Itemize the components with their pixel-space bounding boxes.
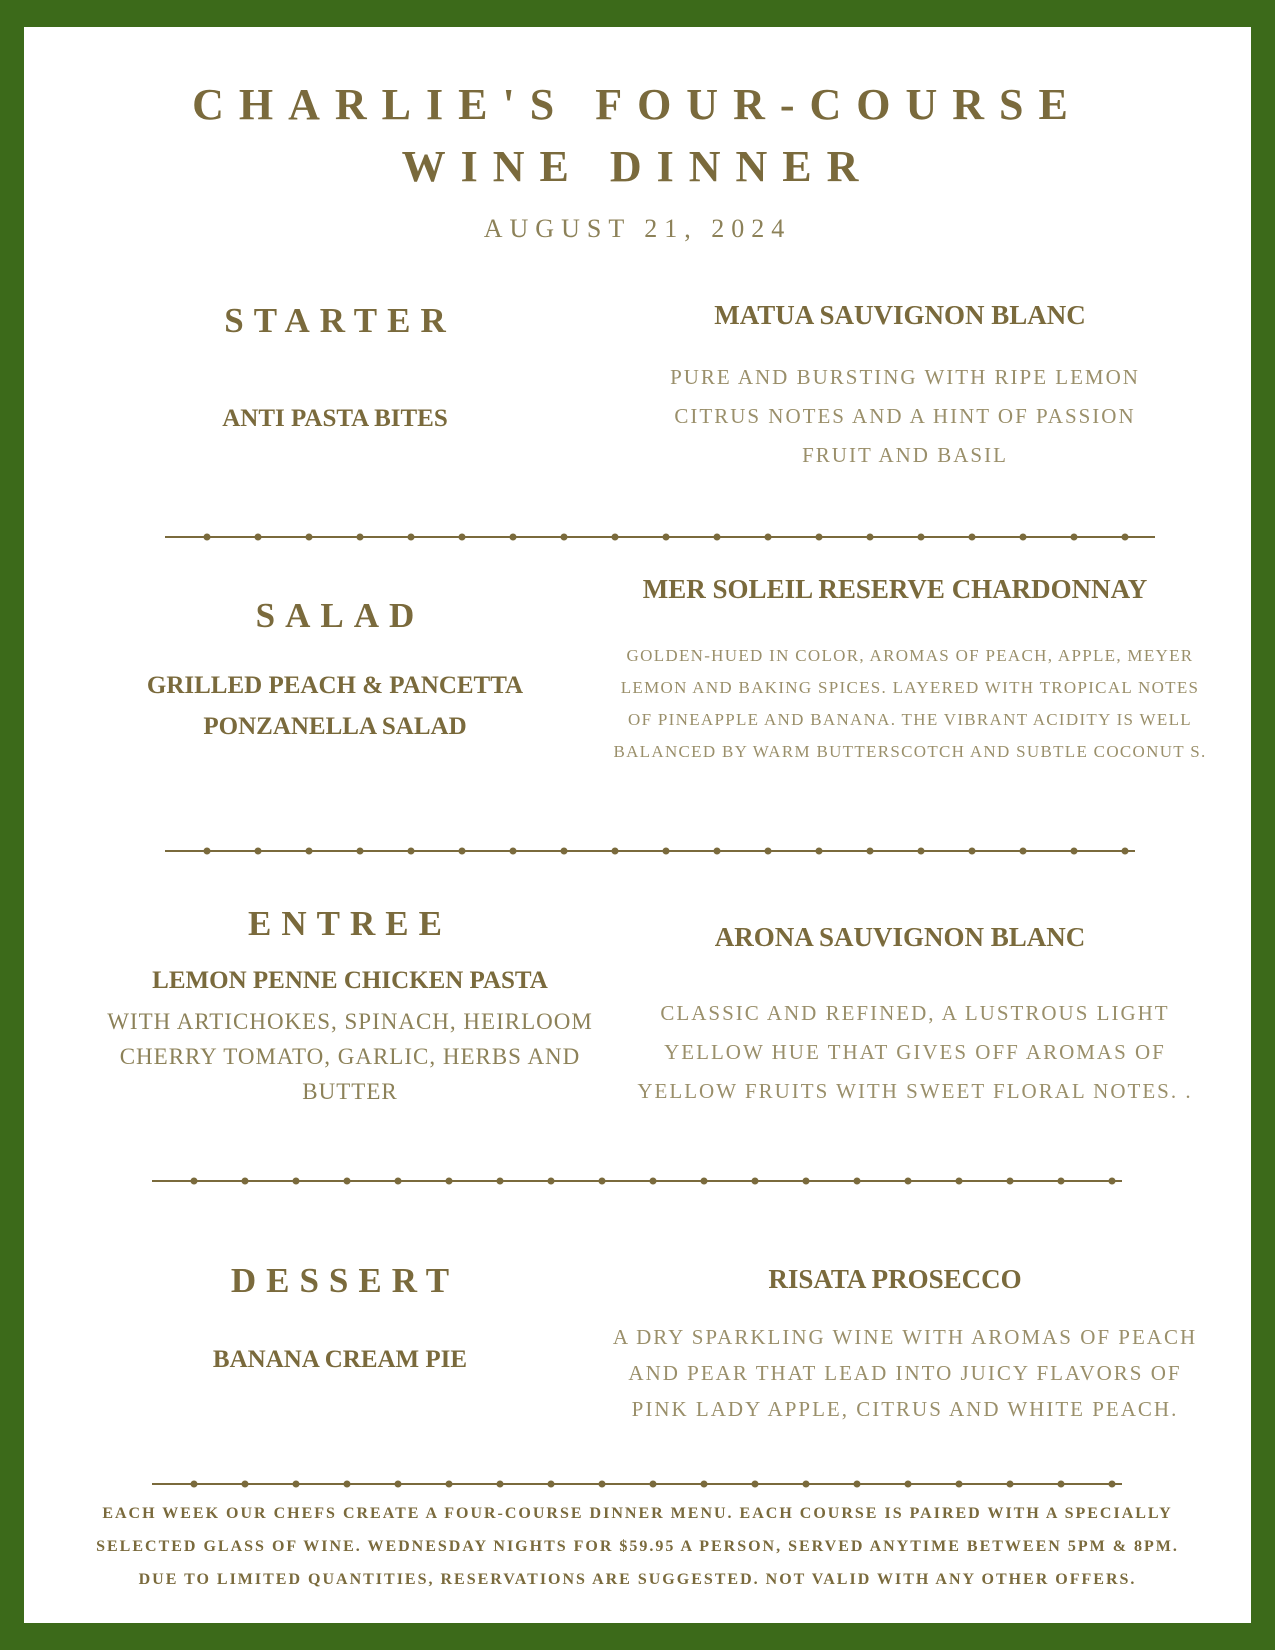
section-divider (152, 1174, 1122, 1188)
wine-dessert: RISATA PROSECCO (768, 1264, 1022, 1294)
event-date: AUGUST 21, 2024 (483, 214, 792, 243)
wine-entree: ARONA SAUVIGNON BLANC (714, 922, 1086, 952)
dish-salad: GRILLED PEACH & PANCETTA PONZANELLA SALAD (146, 672, 524, 740)
wine-salad: MER SOLEIL RESERVE CHARDONNAY (642, 574, 1148, 604)
footer-note: EACH WEEK OUR CHEFS CREATE A FOUR-COURSE DINNER MENU. EACH COURSE IS PAIRED WITH A SPECIALLY SELECTED GLASS OF WINE. WEDNESDAY NIGHTS FOR $59.95 A PERSON, SERVED ANYTIME BETWEEN 5PM & 8PM. DUE TO LIMITED QUANTITIES, RESERVATIONS ARE SUGGESTED. NOT VALID WITH ANY OTHER OFFERS. (96, 1505, 1179, 1588)
course-heading-salad: SALAD (255, 596, 425, 635)
course-heading-dessert: DESSERT (230, 1261, 460, 1300)
course-heading-entree: ENTREE (248, 904, 452, 943)
wine-desc-entree: CLASSIC AND REFINED, A LUSTROUS LIGHT YELLOW HUE THAT GIVES OFF AROMAS OF YELLOW FRUITS WITH SWEET FLORAL NOTES. . (637, 1001, 1193, 1103)
menu-title-line2: WINE DINNER (401, 142, 874, 191)
dish-desc-entree: WITH ARTICHOKES, SPINACH, HEIRLOOM CHERRY TOMATO, GARLIC, HERBS AND BUTTER (107, 1009, 593, 1104)
wine-desc-starter: PURE AND BURSTING WITH RIPE LEMON CITRUS NOTES AND A HINT OF PASSION FRUIT AND BASIL (670, 365, 1140, 467)
dish-starter: ANTI PASTA BITES (222, 405, 448, 432)
course-heading-starter: STARTER (224, 301, 456, 340)
wine-starter: MATUA SAUVIGNON BLANC (714, 300, 1086, 330)
section-divider (165, 530, 1155, 544)
section-divider (165, 844, 1135, 858)
menu-title-line1: CHARLIE'S FOUR-COURSE (192, 80, 1083, 129)
dish-entree: LEMON PENNE CHICKEN PASTA (152, 967, 548, 994)
wine-desc-dessert: A DRY SPARKLING WINE WITH AROMAS OF PEACH AND PEAR THAT LEAD INTO JUICY FLAVORS OF PINK LADY APPLE, CITRUS AND WHITE PEACH. (612, 1325, 1198, 1421)
dish-dessert: BANANA CREAM PIE (212, 1346, 468, 1373)
wine-desc-salad: GOLDEN-HUED IN COLOR, AROMAS OF PEACH, APPLE, MEYER LEMON AND BAKING SPICES. LAYERED WITH TROPICAL NOTES OF PINEAPPLE AND BANANA. THE VIBRANT ACIDITY IS WELL BALANCED BY WARM BUTTERSCOTCH AND SUBTLE COCONUT S. (613, 646, 1207, 761)
section-divider (152, 1477, 1122, 1491)
